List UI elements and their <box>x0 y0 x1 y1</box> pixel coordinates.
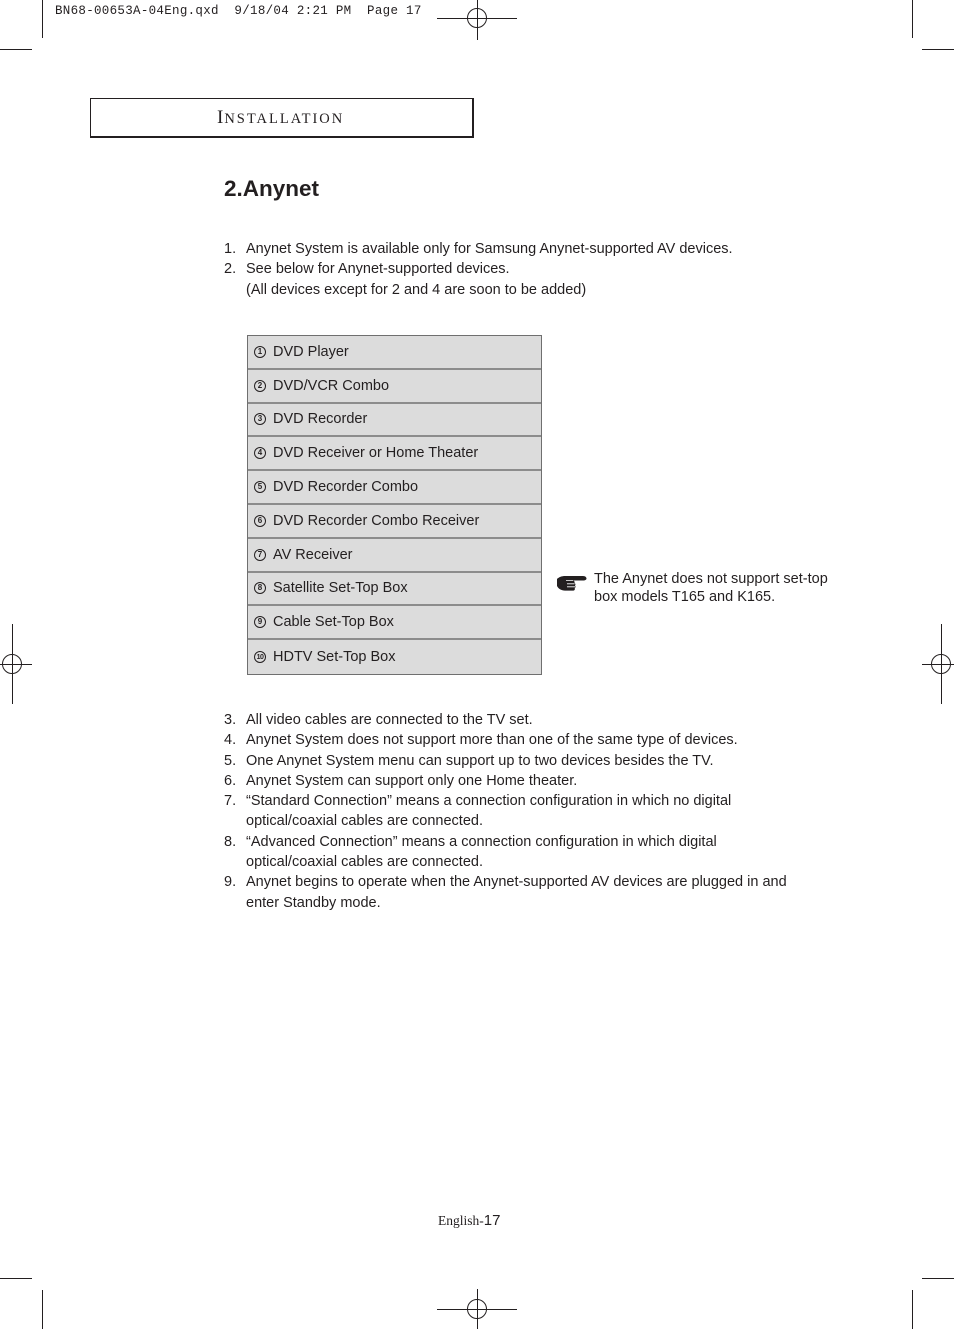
list-item-number: 5. <box>224 752 237 769</box>
list-item-text: Anynet System can support only one Home theater. <box>246 772 578 789</box>
list-item-number: 7. <box>224 793 237 810</box>
page-number: 17 <box>483 1212 501 1229</box>
list-item-number: 2. <box>224 261 237 278</box>
device-label: DVD Receiver or Home Theater <box>273 445 479 462</box>
list-item-number: 4. <box>224 732 237 749</box>
circled-number: 2 <box>254 380 266 392</box>
table-row <box>248 404 541 438</box>
table-row <box>248 606 541 640</box>
list-item-text: All video cables are connected to the TV set. <box>246 712 533 728</box>
list-item-subtext: (All devices except for 2 and 4 are soon to be added) <box>246 281 587 298</box>
table-row <box>248 336 541 370</box>
list-item <box>224 872 818 913</box>
crop-mark-bottom-left-v <box>42 1290 43 1329</box>
crop-mark-top-left-h <box>0 49 32 50</box>
device-label: DVD Recorder Combo Receiver <box>273 512 480 529</box>
crop-mark-bottom-right-h <box>922 1278 954 1279</box>
registration-mark-right-circle <box>931 654 951 674</box>
list-item-text: Anynet System does not support more than one of the same type of devices. <box>246 732 738 749</box>
circled-number: 6 <box>254 515 266 527</box>
device-label: DVD Recorder <box>273 411 368 428</box>
section-label <box>217 107 344 129</box>
circled-number: 5 <box>254 481 266 493</box>
list-item <box>224 832 772 873</box>
note-text: The Anynet does not support set-top box models T165 and K165. <box>594 571 828 605</box>
table-row <box>248 640 541 674</box>
device-label: Satellite Set-Top Box <box>273 580 408 597</box>
circled-number: 7 <box>254 549 266 561</box>
section-label-rest: NSTALLATION <box>224 111 345 127</box>
table-row <box>248 539 541 573</box>
list-item <box>224 791 786 832</box>
circled-number: 1 <box>254 346 266 358</box>
section-label-initial: I <box>217 107 225 128</box>
list-item-number: 9. <box>224 874 237 891</box>
device-label: DVD Recorder Combo <box>273 479 419 496</box>
list-item-text: See below for Anynet-supported devices. <box>246 261 510 278</box>
device-label: AV Receiver <box>273 546 353 563</box>
crop-mark-bottom-right-v <box>912 1290 913 1329</box>
crop-mark-bottom-left-h <box>0 1278 32 1279</box>
list-item <box>224 710 814 730</box>
circled-number: 4 <box>254 447 266 459</box>
list-item <box>224 751 814 771</box>
print-file-header: BN68-00653A-04Eng.qxd 9/18/04 2:21 PM Page 17 <box>55 4 422 18</box>
list-item <box>224 730 814 750</box>
list-item-number: 1. <box>224 241 237 257</box>
circled-number: 3 <box>254 413 266 425</box>
table-row <box>248 370 541 404</box>
list-item <box>224 259 814 300</box>
page-footer <box>438 1212 500 1229</box>
section-header-box <box>90 98 474 138</box>
circled-number: 8 <box>254 582 266 594</box>
table-row <box>248 505 541 539</box>
device-label: Cable Set-Top Box <box>273 614 394 631</box>
list-item-text: One Anynet System menu can support up to two devices besides the TV. <box>246 752 714 769</box>
crop-mark-top-right-h <box>922 49 954 50</box>
device-table <box>247 335 542 675</box>
details-list <box>224 710 814 913</box>
page-title: 2.Anynet <box>224 176 320 201</box>
registration-mark-bottom-circle <box>467 1299 487 1319</box>
list-item-number: 8. <box>224 833 237 850</box>
intro-list <box>224 239 814 300</box>
pointing-hand-icon <box>556 570 588 592</box>
list-item-text: “Advanced Connection” means a connection configuration in which digital optical/coaxial cables are connected. <box>246 833 717 871</box>
footer-label: English- <box>438 1213 484 1228</box>
list-item-text: Anynet System is available only for Samsung Anynet-supported AV devices. <box>246 241 733 257</box>
registration-mark-left-circle <box>2 654 22 674</box>
crop-mark-top-left-v <box>42 0 43 38</box>
list-item <box>224 239 814 259</box>
list-item-text: Anynet begins to operate when the Anynet-supported AV devices are plugged in and enter Standby mode. <box>246 874 787 911</box>
list-item-number: 6. <box>224 772 237 789</box>
list-item-text: “Standard Connection” means a connection configuration in which no digital optical/coaxial cables are connected. <box>246 793 732 830</box>
table-row <box>248 437 541 471</box>
table-row <box>248 573 541 607</box>
list-item <box>224 771 814 791</box>
table-row <box>248 471 541 505</box>
device-label: DVD Player <box>273 343 349 360</box>
crop-mark-top-right-v <box>912 0 913 38</box>
list-item-number: 3. <box>224 712 237 728</box>
circled-number: 10 <box>254 651 266 663</box>
device-label: DVD/VCR Combo <box>273 377 390 394</box>
device-label: HDTV Set-Top Box <box>273 649 396 666</box>
registration-mark-top-circle <box>467 8 487 28</box>
circled-number: 9 <box>254 616 266 628</box>
